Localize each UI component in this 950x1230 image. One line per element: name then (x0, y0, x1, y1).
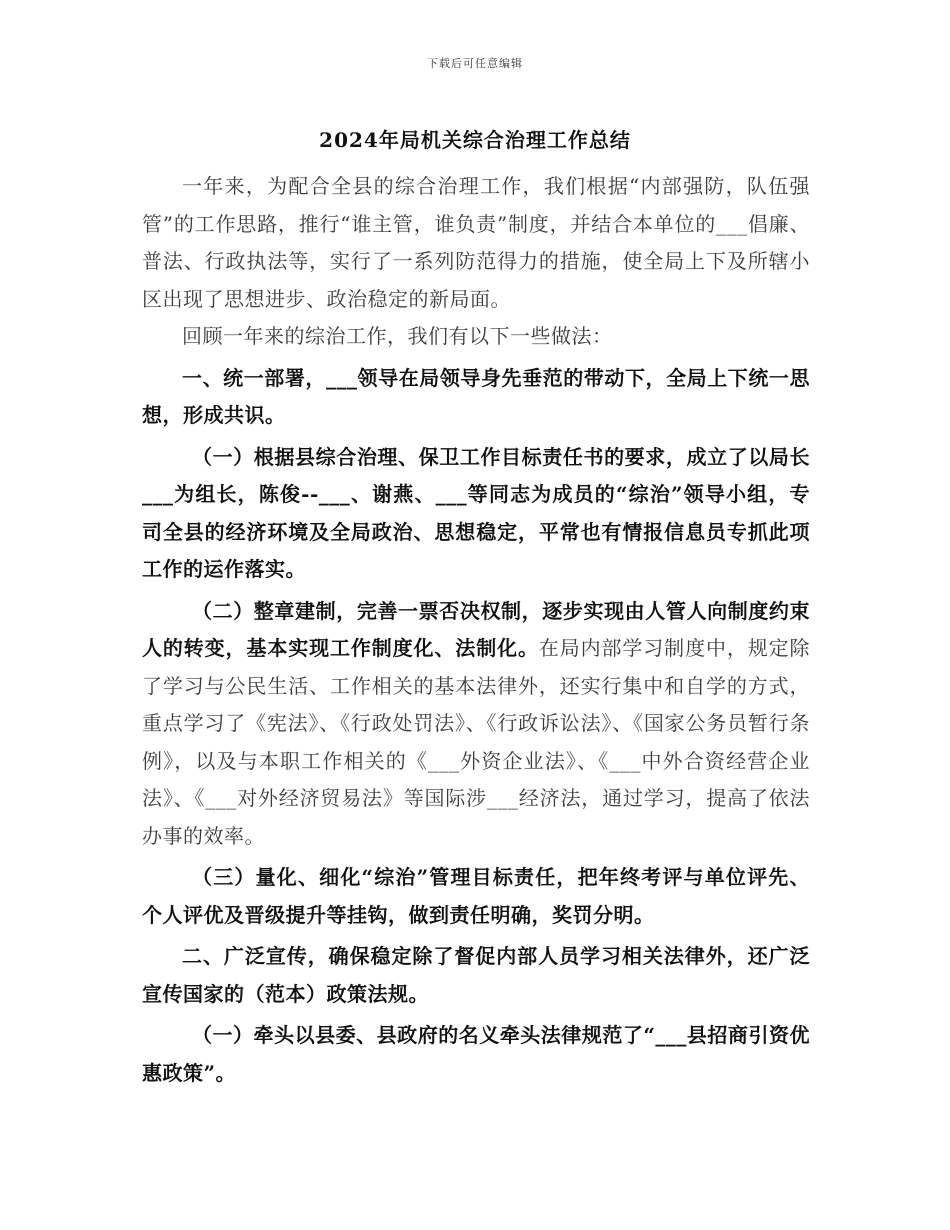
section-heading-2: 二、广泛宣传，确保稳定除了督促内部人员学习相关法律外，还广泛宣传国家的（范本）政策法规。 (142, 944, 810, 1006)
document-title: 2024年局机关综合治理工作总结 (319, 128, 631, 152)
subsection-1-2-heading: （二）整章建制，完善一票否决权制，逐步实现由人管人向制度约束人的转变，基本实现工作制度化、法制化。 (142, 598, 810, 660)
section-heading-1: 一、统一部署，___领导在局领导身先垂范的带动下，全局上下统一思想，形成共识。 (142, 365, 810, 427)
header-note: 下载后可任意编辑 (427, 57, 523, 70)
document-body (142, 168, 810, 1092)
subsection-1-2-body: 在局内部学习制度中，规定除了学习与公民生活、工作相关的基本法律外，还实行集中和自学的方式，重点学习了《宪法》、《行政处罚法》、《行政诉讼法》、《国家公务员暂行条例》，以及与本职工作相关的《___外资企业法》、《___中外合资经营企业法》、《___对外经济贸易法》等国际涉___经济法，通过学习，提高了依法办事的效率。 (142, 636, 811, 848)
subsection-1-1: （一）根据县综合治理、保卫工作目标责任书的要求，成立了以局长___为组长，陈俊--___、谢燕、___等同志为成员的“综治”领导小组，专司全县的经济环境及全局政治、思想稳定，平常也有情报信息员专抓此项工作的运作落实。 (142, 444, 810, 581)
subsection-1-2 (142, 593, 810, 856)
paragraph-review: 回顾一年来的综治工作，我们有以下一些做法： (182, 324, 613, 348)
subsection-1-3: （三）量化、细化“综治”管理目标责任，把年终考评与单位评先、个人评优及晋级提升等挂钩，做到责任明确，奖罚分明。 (142, 865, 810, 927)
paragraph-intro: 一年来，为配合全县的综合治理工作，我们根据“内部强防，队伍强管”的工作思路，推行“谁主管，谁负责”制度，并结合本单位的___倡廉、普法、行政执法等，实行了一系列防范得力的措施，使全局上下及所辖小区出现了思想进步、政治稳定的新局面。 (142, 174, 810, 311)
subsection-2-1: （一）牵头以县委、县政府的名义牵头法律规范了“___县招商引资优惠政策”。 (142, 1023, 810, 1085)
